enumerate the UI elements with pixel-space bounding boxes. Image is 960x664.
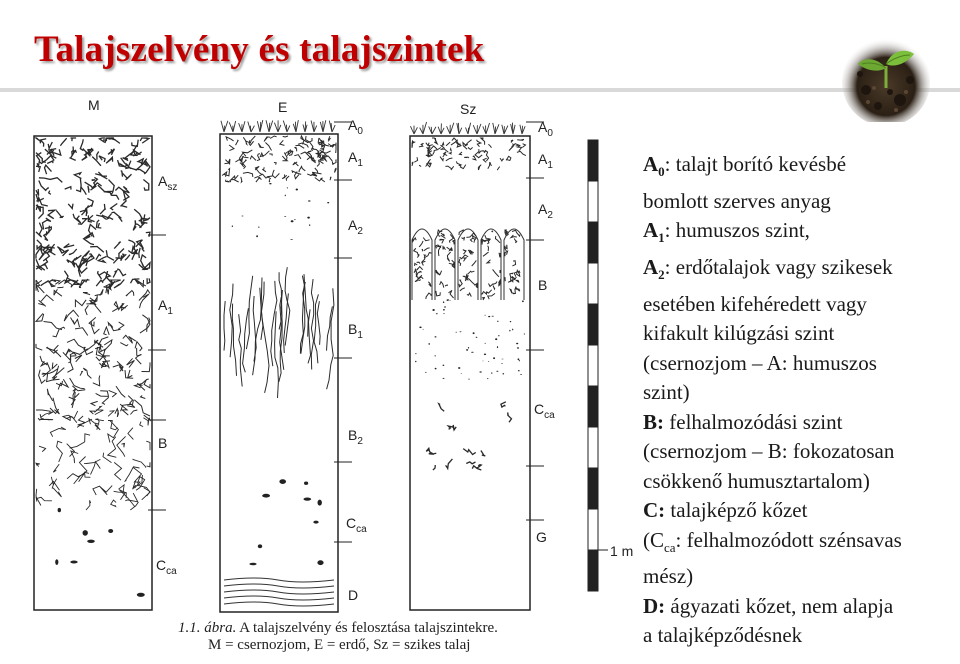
label-sz-b: B (538, 277, 548, 293)
legend-d-line2: a talajképződésnek (643, 623, 803, 648)
legend-a1: $A_1$: humuszos szint, (643, 218, 810, 246)
legend-a0-line2: bomlott szerves anyag (643, 188, 831, 213)
legend-c-line3: mész) (643, 564, 694, 589)
label-e-a1: $A_1$ (348, 149, 363, 169)
label-sz-a1: $A_1$ (538, 151, 553, 171)
label-sz-cca: $C_{ca}$ (534, 401, 555, 421)
profile-label-e: E (278, 99, 288, 115)
legend-a2-line2: esetében kifehéredett vagy (643, 291, 867, 316)
caption-line1: 1.1. ábra. A talajszelvény és felosztása talajszintekre. (178, 620, 498, 636)
label-m-asz: $A_{sz}$ (158, 173, 178, 193)
label-m-cca: $C_{ca}$ (156, 557, 177, 577)
label-e-b2: $B_2$ (348, 427, 363, 447)
legend-c-line2: ($C_{ca}$: felhalmozódott szénsavas (643, 527, 902, 555)
legend-a2-line3: kifakult kilúgzási szint (643, 321, 835, 346)
legend-a2-line1: $A_2$: erdőtalajok vagy szikesek (643, 254, 893, 283)
depth-scale-bar (588, 140, 608, 591)
label-e-d: D (348, 587, 359, 603)
profile-m-column (34, 136, 152, 610)
label-sz-a0: $A_0$ (538, 119, 553, 139)
label-m-a1: $A_1$ (158, 297, 173, 317)
horizon-legend (643, 150, 955, 651)
profile-sz-column (410, 122, 530, 610)
label-sz-g: G (536, 529, 547, 545)
profile-label-m: M (88, 97, 100, 113)
legend-b-line3: csökkenő humusztartalom) (643, 468, 870, 493)
legend-d-line1: D: ágyazati kőzet, nem alapja (643, 593, 894, 618)
seedling-logo-icon (840, 30, 932, 122)
legend-b-line2: (csernozjom – B: fokozatosan (643, 439, 895, 464)
soil-profile-figure (20, 90, 640, 664)
legend-b-line1: B: felhalmozódási szint (643, 409, 843, 434)
legend-a2-line4: (csernozjom – A: humuszos (643, 350, 877, 375)
legend-c-line1: C: talajképző kőzet (643, 498, 808, 523)
label-e-a0: $A_0$ (348, 117, 363, 137)
label-e-a2: $A_2$ (348, 217, 363, 237)
legend-a0-line1: $A_0$: talajt borító kevésbé (643, 152, 847, 180)
profile-e-column (220, 120, 338, 612)
legend-a2-line5: szint) (643, 380, 690, 405)
label-e-b1: $B_1$ (348, 321, 363, 341)
scale-label-1m: 1 m (610, 543, 634, 559)
label-e-cca: $C_{ca}$ (346, 515, 367, 535)
profile-label-sz: Sz (460, 101, 477, 117)
label-m-b: B (158, 435, 168, 451)
page-title: Talajszelvény és talajszintek (34, 29, 485, 70)
figure-caption (178, 620, 498, 654)
label-sz-a2: $A_2$ (538, 201, 553, 221)
caption-line2: M = csernozjom, E = erdő, Sz = szikes talaj (208, 637, 471, 653)
